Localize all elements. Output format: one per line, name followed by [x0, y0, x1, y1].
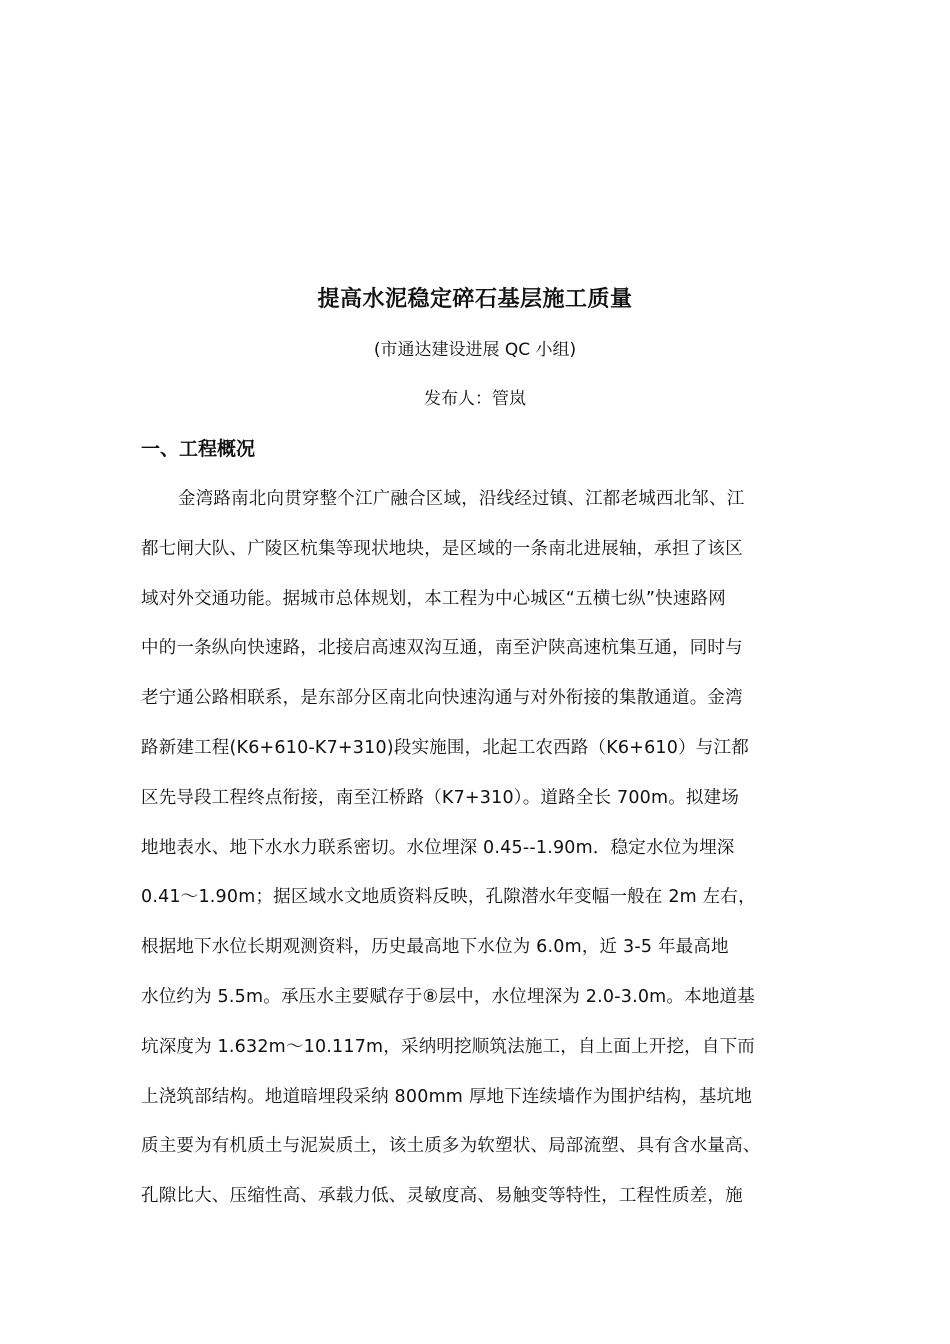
body-line: 孔隙比大、压缩性高、承载力低、灵敏度高、易触变等特性，工程性质差，施: [141, 1186, 743, 1207]
body-line: 上浇筑部结构。地道暗埋段采纳 800mm 厚地下连续墙作为围护结构，基坑地: [141, 1086, 753, 1107]
body-line: 根据地下水位长期观测资料，历史最高地下水位为 6.0m，近 3-5 年最高地: [141, 937, 729, 958]
body-line: 坑深度为 1.632m～10.117m，采纳明挖顺筑法施工，自上面上开挖，自下而: [141, 1036, 755, 1057]
body-line: 质主要为有机质土与泥炭质土，该土质多为软塑状、局部流塑、具有含水量高、: [141, 1136, 761, 1157]
body-line: 中的一条纵向快速路，北接启高速双沟互通，南至沪陕高速杭集互通，同时与: [141, 638, 743, 659]
body-line: 老宁通公路相联系，是东部分区南北向快速沟通与对外衔接的集散通道。金湾: [141, 688, 743, 709]
body-line: 地地表水、地下水水力联系密切。水位埋深 0.45--1.90m．稳定水位为埋深: [141, 837, 735, 858]
document-author: 发布人：管岚: [424, 389, 526, 409]
document-title: 提高水泥稳定碎石基层施工质量: [317, 287, 633, 312]
body-line: 域对外交通功能。据城市总体规划，本工程为中心城区“五横七纵”快速路网: [141, 588, 726, 609]
body-line: 水位约为 5.5m。承压水主要赋存于⑧层中，水位埋深为 2.0-3.0m。本地道基: [141, 986, 755, 1007]
body-line: 金湾路南北向贯穿整个江广融合区域，沿线经过镇、江都老城西北邹、江: [178, 489, 745, 509]
body-line: 都七闸大队、广陵区杭集等现状地块，是区域的一条南北进展轴，承担了该区: [141, 538, 743, 559]
section-body: [141, 480, 821, 1227]
body-line: 区先导段工程终点衔接，南至江桥路（K7+310）。道路全长 700m。拟建场: [141, 787, 740, 808]
section-heading: 一、工程概况: [141, 438, 256, 460]
body-line: 0.41～1.90m；据区域水文地质资料反映，孔隙潜水年变幅一般在 2m 左右，: [141, 887, 756, 908]
document-subtitle: (市通达建设进展 QC 小组): [373, 340, 577, 360]
body-line: 路新建工程(K6+610-K7+310)段实施围，北起工农西路（K6+610）与江都: [141, 737, 749, 758]
